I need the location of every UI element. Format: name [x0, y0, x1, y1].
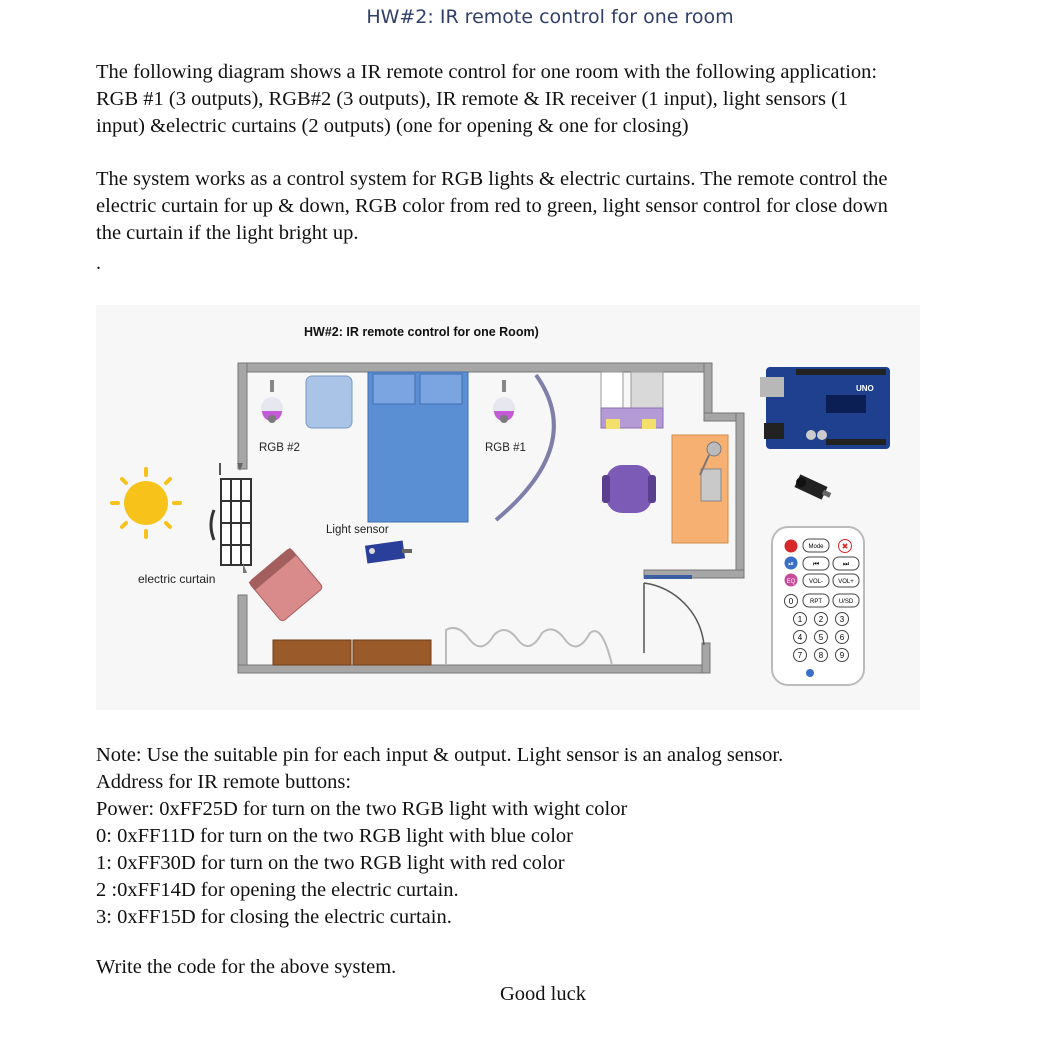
remote-logo-icon — [806, 669, 814, 677]
svg-text:⏯: ⏯ — [788, 561, 794, 568]
next-button: ⏭ — [842, 561, 850, 568]
notes-section — [96, 742, 996, 931]
arduino-uno-board — [760, 367, 890, 449]
rpt-button: RPT — [810, 599, 822, 605]
window-frame — [221, 479, 251, 565]
prev-button: ⏮ — [812, 561, 820, 568]
mode-button: Mode — [808, 544, 824, 550]
intro-line: RGB #1 (3 outputs), RGB#2 (3 outputs), IR remote & IR receiver (1 input), light sensors (1 — [96, 88, 849, 110]
nightstand — [306, 376, 352, 428]
digit-button: 5 — [818, 633, 824, 642]
zero-button: 0 — [788, 597, 794, 606]
power-button-icon — [785, 540, 798, 553]
note-line: Address for IR remote buttons: — [96, 771, 352, 793]
shelf-unit — [601, 372, 663, 429]
system-line: the curtain if the light bright up. — [96, 222, 359, 244]
intro-paragraph — [96, 59, 1016, 140]
mute-button-icon: ✖ — [841, 542, 849, 551]
note-line: 0: 0xFF11D for turn on the two RGB light with blue color — [96, 825, 573, 847]
diagram-title: HW#2: IR remote control for one Room) — [304, 325, 539, 339]
rgb2-label: RGB #2 — [259, 442, 300, 454]
intro-line: input) &electric curtains (2 outputs) (one for opening & one for closing) — [96, 115, 689, 137]
note-line: Power: 0xFF25D for turn on the two RGB light with wight color — [96, 798, 628, 820]
svg-text:EQ: EQ — [786, 579, 796, 585]
uno-label: UNO — [856, 384, 874, 393]
system-line: electric curtain for up & down, RGB color from red to green, light sensor control for close down — [96, 195, 888, 217]
digit-button: 7 — [797, 651, 803, 660]
digit-button: 3 — [839, 615, 845, 624]
vol-minus-button: VOL- — [808, 579, 824, 585]
digit-button: 6 — [839, 633, 845, 642]
intro-line: The following diagram shows a IR remote control for one room with the following application: — [96, 61, 878, 83]
room-diagram — [96, 305, 920, 710]
stray-dot: . — [96, 252, 101, 274]
digit-button: 9 — [839, 651, 845, 660]
note-line: Note: Use the suitable pin for each input & output. Light sensor is an analog sensor. — [96, 744, 784, 766]
note-line: 2 :0xFF14D for opening the electric curtain. — [96, 879, 459, 901]
window-strip — [644, 575, 692, 579]
bed — [368, 372, 468, 522]
digit-button: 1 — [797, 615, 803, 624]
rgb1-label: RGB #1 — [485, 442, 526, 454]
system-paragraph — [96, 166, 1016, 247]
desk — [672, 435, 728, 543]
purple-chair — [602, 465, 656, 513]
system-line: The system works as a control system for RGB lights & electric curtains. The remote control the — [96, 168, 888, 190]
usd-button: U/SD — [838, 599, 854, 605]
digit-button: 8 — [818, 651, 824, 660]
ir-remote — [772, 527, 864, 685]
closing-text: Good luck — [500, 983, 586, 1005]
note-line: 1: 0xFF30D for turn on the two RGB light with red color — [96, 852, 565, 874]
digit-button: 4 — [797, 633, 803, 642]
note-line: 3: 0xFF15D for closing the electric curtain. — [96, 906, 452, 928]
light-sensor-label: Light sensor — [326, 524, 389, 536]
task-instruction: Write the code for the above system. — [96, 956, 397, 978]
page-title: HW#2: IR remote control for one room — [366, 6, 734, 28]
digit-button: 2 — [818, 615, 824, 624]
electric-curtain-label: electric curtain — [138, 572, 216, 586]
vol-plus-button: VOL+ — [838, 579, 854, 585]
